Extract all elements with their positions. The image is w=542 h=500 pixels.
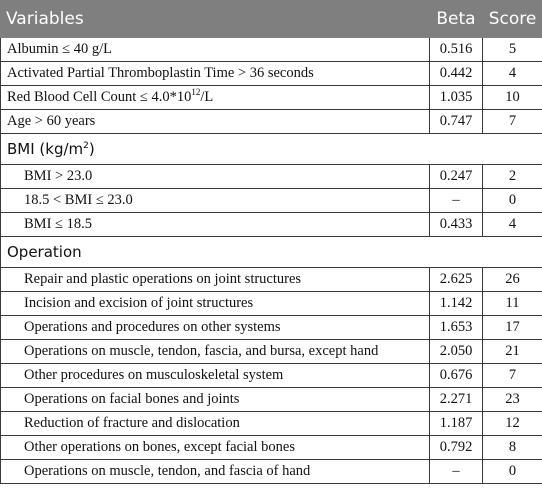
- row-label: Activated Partial Thromboplastin Time > 36 seconds: [1, 62, 430, 86]
- row-score: 11: [483, 292, 542, 316]
- row-label: Reduction of fracture and dislocation: [1, 412, 430, 436]
- table-row: [1, 292, 542, 316]
- section-title-superscript: 2: [83, 141, 89, 151]
- row-beta: 0.247: [430, 165, 483, 189]
- table-row: [1, 62, 542, 86]
- section-title: BMI $(kg/m^2)$: [1, 134, 542, 165]
- row-label: Operations on muscle, tendon, and fascia of hand: [1, 460, 430, 484]
- table-row: [1, 86, 542, 110]
- section-header-operation: [1, 237, 542, 268]
- table-row: [1, 268, 542, 292]
- row-beta: 1.187: [430, 412, 483, 436]
- row-score: 7: [483, 364, 542, 388]
- row-score: 10: [483, 86, 542, 110]
- table-body: [1, 38, 542, 484]
- row-score: 21: [483, 340, 542, 364]
- table-header: [1, 1, 542, 38]
- row-score: 2: [483, 165, 542, 189]
- row-label: Age > 60 years: [1, 110, 430, 134]
- table-row: [1, 165, 542, 189]
- table-row: [1, 110, 542, 134]
- row-label: Albumin ≤ 40 g/L: [1, 38, 430, 62]
- row-beta: –: [430, 460, 483, 484]
- row-label: Other operations on bones, except facial bones: [1, 436, 430, 460]
- row-score: 7: [483, 110, 542, 134]
- row-beta: 1.035: [430, 86, 483, 110]
- header-variables: Variables: [1, 1, 430, 38]
- row-label: BMI ≤ 18.5: [1, 213, 430, 237]
- table-row: [1, 388, 542, 412]
- row-label: BMI > 23.0: [1, 165, 430, 189]
- row-beta: 2.050: [430, 340, 483, 364]
- table-row: [1, 436, 542, 460]
- row-label: Other procedures on musculoskeletal system: [1, 364, 430, 388]
- row-label: 18.5 < BMI ≤ 23.0: [1, 189, 430, 213]
- row-score: 26: [483, 268, 542, 292]
- row-score: 8: [483, 436, 542, 460]
- row-beta: –: [430, 189, 483, 213]
- row-beta: 0.747: [430, 110, 483, 134]
- row-beta: 2.271: [430, 388, 483, 412]
- header-score: Score: [483, 1, 542, 38]
- row-beta: 0.433: [430, 213, 483, 237]
- row-label: Operations on facial bones and joints: [1, 388, 430, 412]
- header-beta: Beta: [430, 1, 483, 38]
- row-label: Operations and procedures on other systems: [1, 316, 430, 340]
- row-score: 17: [483, 316, 542, 340]
- row-label: Repair and plastic operations on joint structures: [1, 268, 430, 292]
- row-score: 0: [483, 189, 542, 213]
- row-label: [1, 86, 430, 110]
- row-label: Incision and excision of joint structures: [1, 292, 430, 316]
- table-row: [1, 460, 542, 484]
- row-score: 4: [483, 213, 542, 237]
- row-score: 23: [483, 388, 542, 412]
- table-row: [1, 316, 542, 340]
- section-header-bmi: [1, 134, 542, 165]
- table-row: [1, 213, 542, 237]
- row-score: 4: [483, 62, 542, 86]
- row-score: 0: [483, 460, 542, 484]
- row-beta: 0.676: [430, 364, 483, 388]
- row-beta: 0.516: [430, 38, 483, 62]
- row-score: 12: [483, 412, 542, 436]
- row-label-text: Red Blood Cell Count ≤ 4.0*10: [7, 89, 192, 105]
- row-beta: 2.625: [430, 268, 483, 292]
- table-row: [1, 189, 542, 213]
- table-row: [1, 364, 542, 388]
- row-label-superscript: 12: [191, 87, 201, 98]
- row-label-unit: /L: [200, 89, 214, 105]
- row-beta: 0.792: [430, 436, 483, 460]
- row-beta: 1.653: [430, 316, 483, 340]
- row-score: 5: [483, 38, 542, 62]
- row-label: Operations on muscle, tendon, fascia, and bursa, except hand: [1, 340, 430, 364]
- section-title: Operation: [1, 237, 542, 268]
- table-row: [1, 38, 542, 62]
- row-beta: 0.442: [430, 62, 483, 86]
- row-beta: 1.142: [430, 292, 483, 316]
- table-row: [1, 340, 542, 364]
- table-row: [1, 412, 542, 436]
- header-row: [1, 1, 542, 38]
